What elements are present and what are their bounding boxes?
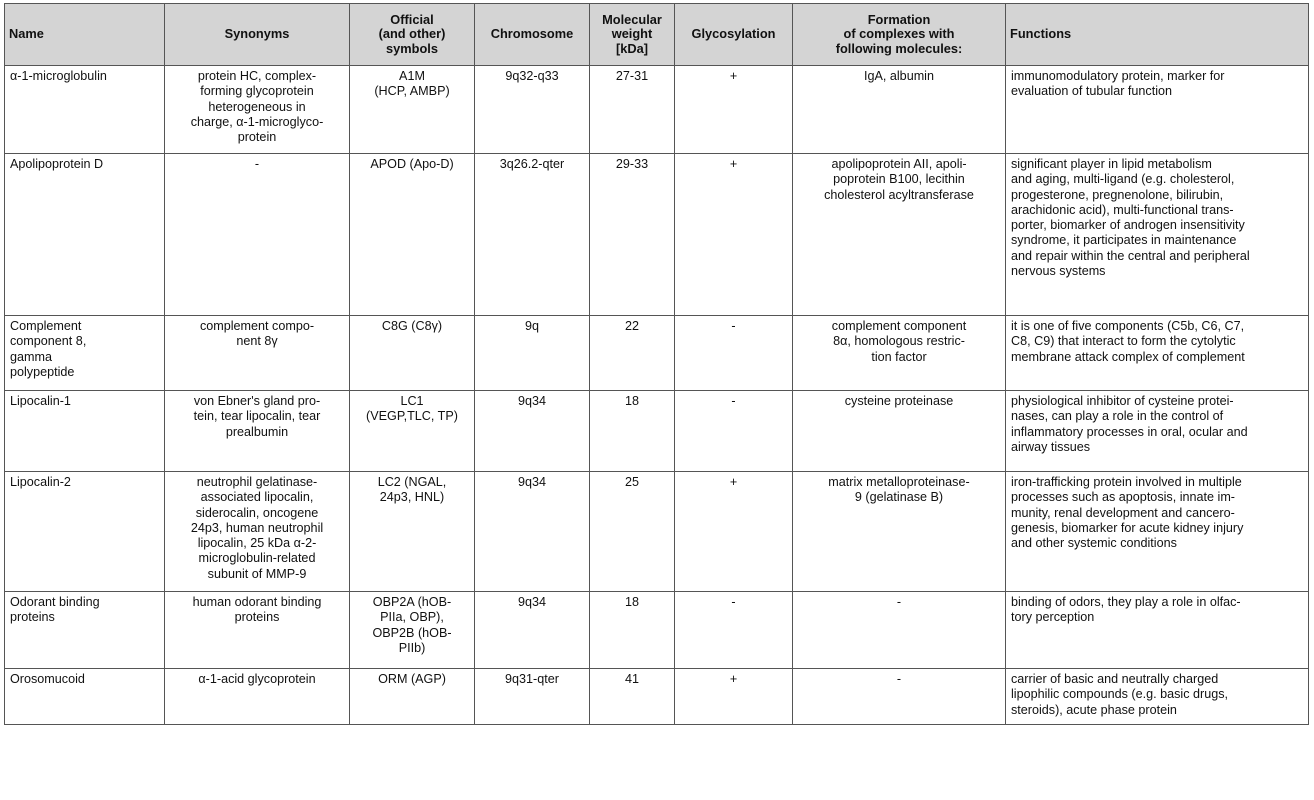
cell-symbols: LC1 (VEGP,TLC, TP) [350, 391, 475, 472]
cell-symbols: LC2 (NGAL, 24p3, HNL) [350, 472, 475, 592]
cell-name: α-1-microglobulin [5, 66, 165, 154]
cell-synonyms: - [165, 154, 350, 316]
header-symbols: Official (and other) symbols [350, 4, 475, 66]
table-header [5, 4, 1309, 66]
cell-glycosylation: + [675, 472, 793, 592]
cell-complexes: - [793, 592, 1006, 669]
cell-chromosome: 9q [475, 316, 590, 391]
cell-name: Complement component 8, gamma polypeptide [5, 316, 165, 391]
cell-complexes: IgA, albumin [793, 66, 1006, 154]
cell-chromosome: 9q31-qter [475, 669, 590, 725]
cell-glycosylation: - [675, 391, 793, 472]
cell-functions: immunomodulatory protein, marker for evaluation of tubular function [1006, 66, 1309, 154]
table-body [5, 66, 1309, 725]
header-functions: Functions [1006, 4, 1309, 66]
header-molecular-weight: Molecular weight [kDa] [590, 4, 675, 66]
cell-chromosome: 9q34 [475, 592, 590, 669]
cell-chromosome: 9q34 [475, 472, 590, 592]
cell-functions: significant player in lipid metabolism and aging, multi-ligand (e.g. cholesterol, progesterone, pregnenolone, bilirubin, arachidonic acid), multi-functional trans- porter, biomarker of androgen insensitivity syndrome, it participates in maintenance and repair within the central and peripheral nervous systems [1006, 154, 1309, 316]
cell-functions: binding of odors, they play a role in olfac- tory perception [1006, 592, 1309, 669]
cell-name: Odorant binding proteins [5, 592, 165, 669]
cell-weight: 27-31 [590, 66, 675, 154]
cell-functions: it is one of five components (C5b, C6, C7, C8, C9) that interact to form the cytolytic membrane attack complex of complement [1006, 316, 1309, 391]
cell-complexes: complement component 8α, homologous restric- tion factor [793, 316, 1006, 391]
cell-symbols: OBP2A (hOB- PIIa, OBP), OBP2B (hOB- PIIb) [350, 592, 475, 669]
table-row [5, 472, 1309, 592]
cell-chromosome: 3q26.2-qter [475, 154, 590, 316]
cell-synonyms: human odorant binding proteins [165, 592, 350, 669]
table-row [5, 154, 1309, 316]
cell-synonyms: complement compo- nent 8γ [165, 316, 350, 391]
cell-name: Orosomucoid [5, 669, 165, 725]
cell-glycosylation: + [675, 154, 793, 316]
cell-functions: iron-trafficking protein involved in multiple processes such as apoptosis, innate im- munity, renal development and cancero- genesis, biomarker for acute kidney injury and other systemic conditions [1006, 472, 1309, 592]
cell-complexes: apolipoprotein AII, apoli- poprotein B100, lecithin cholesterol acyltransferase [793, 154, 1006, 316]
cell-complexes: - [793, 669, 1006, 725]
cell-symbols: ORM (AGP) [350, 669, 475, 725]
cell-synonyms: protein HC, complex- forming glycoprotein heterogeneous in charge, α-1-microglyco- protein [165, 66, 350, 154]
cell-symbols: APOD (Apo-D) [350, 154, 475, 316]
cell-weight: 18 [590, 391, 675, 472]
cell-complexes: cysteine proteinase [793, 391, 1006, 472]
cell-chromosome: 9q32-q33 [475, 66, 590, 154]
cell-complexes: matrix metalloproteinase- 9 (gelatinase B) [793, 472, 1006, 592]
cell-symbols: A1M (HCP, AMBP) [350, 66, 475, 154]
cell-weight: 22 [590, 316, 675, 391]
table-row [5, 66, 1309, 154]
cell-weight: 29-33 [590, 154, 675, 316]
cell-synonyms: von Ebner's gland pro- tein, tear lipocalin, tear prealbumin [165, 391, 350, 472]
cell-functions: carrier of basic and neutrally charged lipophilic compounds (e.g. basic drugs, steroids), acute phase protein [1006, 669, 1309, 725]
header-synonyms: Synonyms [165, 4, 350, 66]
cell-name: Lipocalin-1 [5, 391, 165, 472]
header-complexes: Formation of complexes with following molecules: [793, 4, 1006, 66]
cell-weight: 41 [590, 669, 675, 725]
cell-glycosylation: + [675, 66, 793, 154]
header-glycosylation: Glycosylation [675, 4, 793, 66]
header-name: Name [5, 4, 165, 66]
cell-glycosylation: + [675, 669, 793, 725]
cell-name: Lipocalin-2 [5, 472, 165, 592]
table-row [5, 316, 1309, 391]
cell-chromosome: 9q34 [475, 391, 590, 472]
cell-glycosylation: - [675, 592, 793, 669]
table-row [5, 669, 1309, 725]
table-row [5, 391, 1309, 472]
cell-synonyms: neutrophil gelatinase- associated lipocalin, siderocalin, oncogene 24p3, human neutrophil lipocalin, 25 kDa α-2- microglobulin-related subunit of MMP-9 [165, 472, 350, 592]
cell-synonyms: α-1-acid glycoprotein [165, 669, 350, 725]
cell-name: Apolipoprotein D [5, 154, 165, 316]
header-chromosome: Chromosome [475, 4, 590, 66]
cell-functions: physiological inhibitor of cysteine protei- nases, can play a role in the control of inflammatory processes in oral, ocular and airway tissues [1006, 391, 1309, 472]
header-row [5, 4, 1309, 66]
cell-weight: 18 [590, 592, 675, 669]
table-row [5, 592, 1309, 669]
cell-glycosylation: - [675, 316, 793, 391]
lipocalin-table [4, 3, 1309, 725]
cell-symbols: C8G (C8γ) [350, 316, 475, 391]
cell-weight: 25 [590, 472, 675, 592]
